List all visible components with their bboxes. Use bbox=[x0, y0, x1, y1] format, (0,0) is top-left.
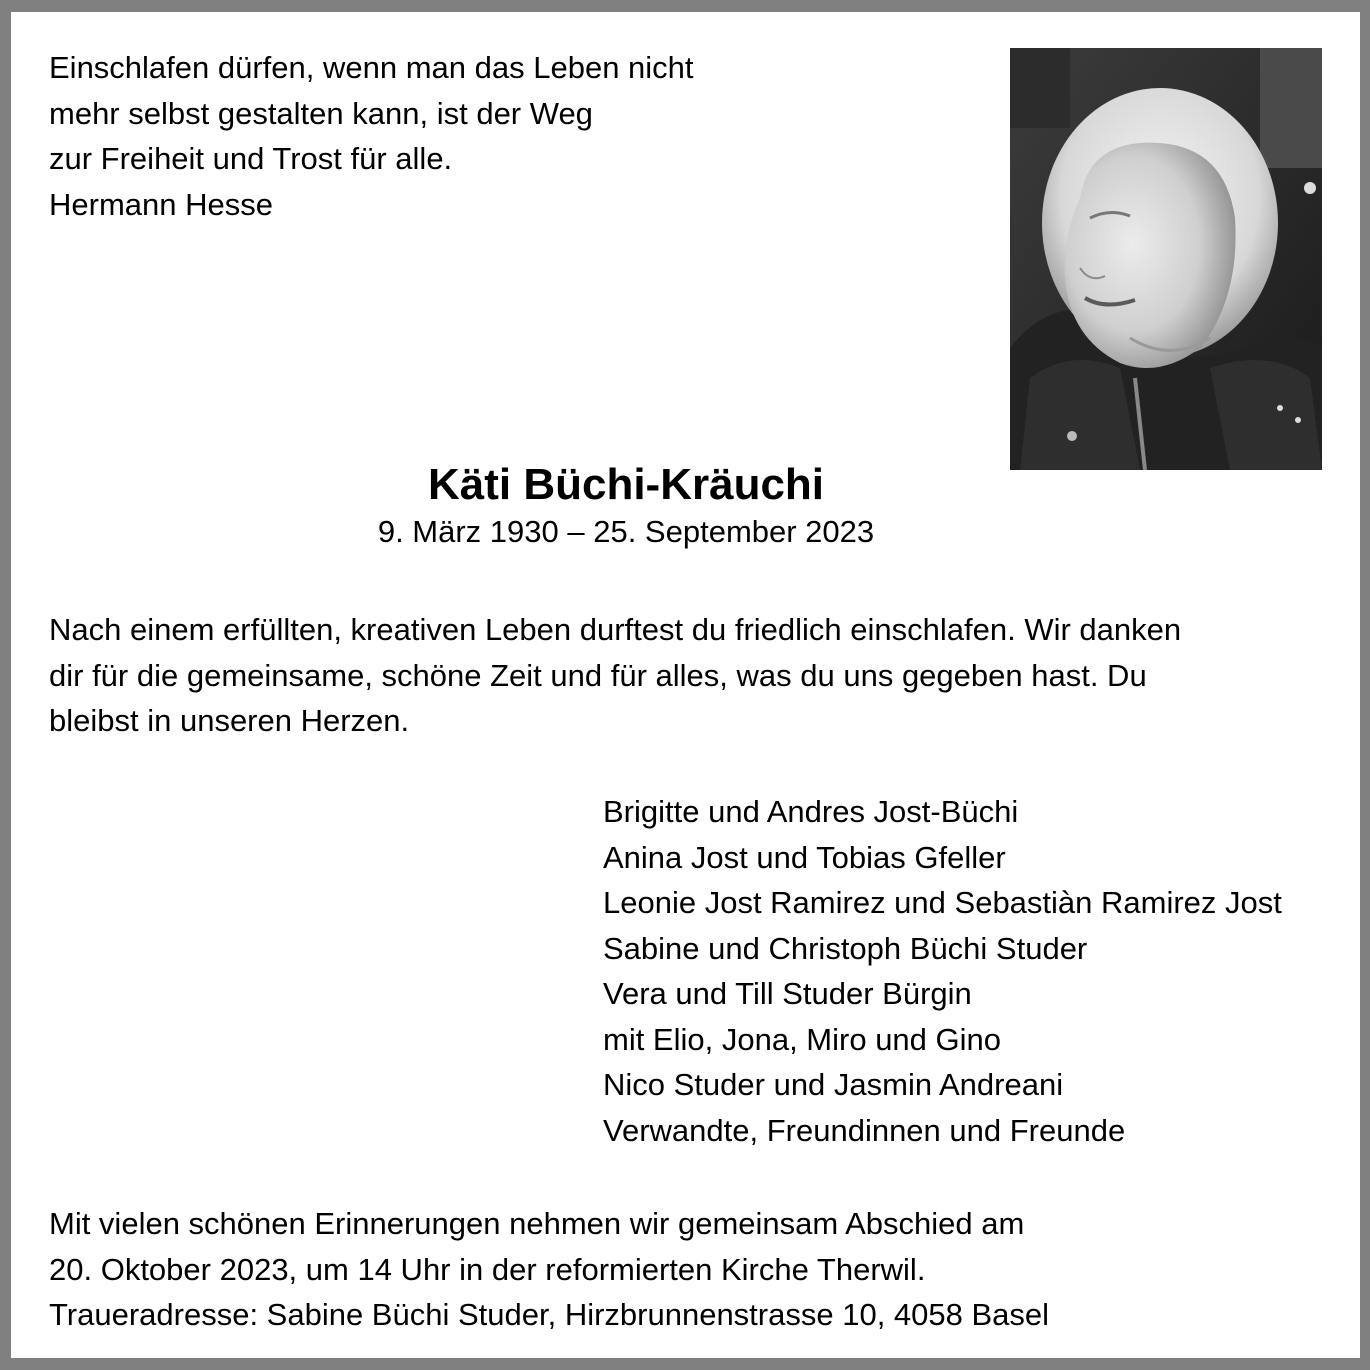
message-line: Nach einem erfüllten, kreativen Leben durftest du friedlich einschlafen. Wir danken bbox=[49, 612, 1182, 647]
mourner-entry: Sabine und Christoph Büchi Studer bbox=[603, 930, 1088, 966]
mourners-list bbox=[603, 789, 1282, 1153]
mourner-entry: Leonie Jost Ramirez und Sebastiàn Ramirez Jost bbox=[603, 885, 1282, 920]
obituary-card bbox=[11, 12, 1360, 1358]
mourner-entry: Nico Studer und Jasmin Andreani bbox=[603, 1067, 1064, 1102]
portrait-photo bbox=[1010, 48, 1322, 470]
mourner-entry: Anina Jost und Tobias Gfeller bbox=[603, 839, 1006, 875]
life-dates: 9. März 1930 – 25. September 2023 bbox=[377, 514, 875, 549]
epigraph-quote bbox=[49, 45, 694, 227]
closing-line: Mit vielen schönen Erinnerungen nehmen wir gemeinsam Abschied am bbox=[49, 1206, 1025, 1241]
mourner-entry: Vera und Till Studer Bürgin bbox=[603, 976, 972, 1011]
quote-line: mehr selbst gestalten kann, ist der Weg bbox=[49, 95, 593, 131]
quote-line: zur Freiheit und Trost für alle. bbox=[49, 141, 453, 176]
message-line: dir für die gemeinsame, schöne Zeit und für alles, was du uns gegeben hast. Du bbox=[49, 657, 1147, 693]
mourner-entry: Verwandte, Freundinnen und Freunde bbox=[603, 1112, 1126, 1148]
mourner-entry: mit Elio, Jona, Miro und Gino bbox=[603, 1021, 1002, 1057]
quote-author: Hermann Hesse bbox=[49, 186, 273, 222]
closing-line: 20. Oktober 2023, um 14 Uhr in der reformierten Kirche Therwil. bbox=[49, 1251, 926, 1287]
mourning-address: Traueradresse: Sabine Büchi Studer, Hirzbrunnenstrasse 10, 4058 Basel bbox=[49, 1297, 1050, 1332]
farewell-message bbox=[49, 607, 1329, 744]
message-line: bleibst in unseren Herzen. bbox=[49, 703, 410, 738]
mourner-entry: Brigitte und Andres Jost-Büchi bbox=[603, 794, 1019, 829]
deceased-name: Käti Büchi-Kräuchi bbox=[427, 460, 825, 509]
quote-line: Einschlafen dürfen, wenn man das Leben nicht bbox=[49, 50, 694, 85]
funeral-details bbox=[49, 1201, 1049, 1338]
